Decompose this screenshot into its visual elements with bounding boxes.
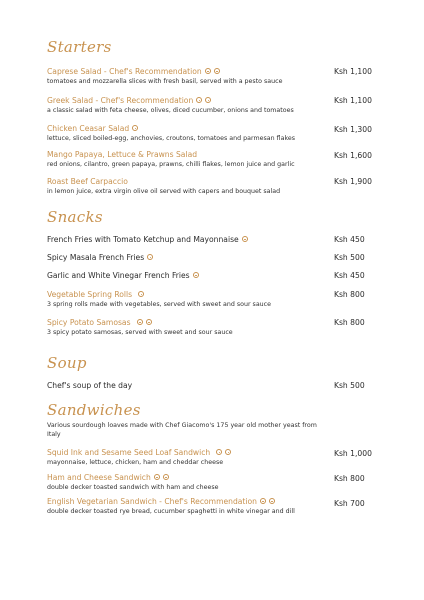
sandwiches-intro: Various sourdough loaves made with Chef Giacomo's 175 year old mother yeast from Italy [47, 422, 317, 438]
section-title-sandwiches: Sandwiches [47, 401, 141, 419]
item-price: Ksh 1,600 [334, 151, 372, 160]
item-price: Ksh 800 [334, 474, 365, 483]
recommend-icon [205, 97, 211, 103]
section-title-soup: Soup [47, 354, 87, 372]
veg-icon [193, 272, 199, 278]
item-name: Roast Beef Carpaccio [47, 177, 128, 186]
item-description: a classic salad with feta cheese, olives, diced cucumber, onions and tomatoes [47, 107, 294, 114]
item-name: Ham and Cheese Sandwich [47, 473, 151, 482]
item-price: Ksh 1,900 [334, 177, 372, 186]
recommend-icon [214, 68, 220, 74]
item-price: Ksh 450 [334, 271, 365, 280]
item-description: mayonnaise, lettuce, chicken, ham and cheddar cheese [47, 459, 224, 466]
item-name: Garlic and White Vinegar French Fries [47, 271, 190, 280]
item-name: Chicken Ceasar Salad [47, 124, 130, 133]
item-name: Greek Salad - Chef's Recommendation [47, 96, 194, 105]
section-title-snacks: Snacks [47, 208, 103, 226]
item-name: Spicy Masala French Fries [47, 253, 145, 262]
recommend-icon [163, 474, 169, 480]
item-description: 3 spring rolls made with vegetables, served with sweet and sour sauce [47, 301, 272, 308]
recommend-icon [269, 498, 275, 504]
item-description: 3 spicy potato samosas, served with sweet and sour sauce [47, 329, 233, 336]
item-name: French Fries with Tomato Ketchup and Mayonnaise [47, 235, 239, 244]
veg-icon [196, 97, 202, 103]
item-price: Ksh 450 [334, 235, 365, 244]
item-price: Ksh 1,100 [334, 67, 372, 76]
item-description: red onions, cilantro, green papaya, prawns, chilli flakes, lemon juice and garlic [47, 161, 295, 168]
item-description: lettuce, sliced boiled-egg, anchovies, croutons, tomatoes and parmesan flakes [47, 135, 296, 142]
item-name: Mango Papaya, Lettuce & Prawns Salad [47, 150, 198, 159]
item-price: Ksh 500 [334, 253, 365, 262]
veg-icon [138, 291, 144, 297]
item-description: double decker toasted rye bread, cucumber spaghetti in white vinegar and dill [47, 508, 295, 515]
item-price: Ksh 800 [334, 318, 365, 327]
item-price: Ksh 700 [334, 499, 365, 508]
recommend-icon [132, 125, 138, 131]
item-name: Caprese Salad - Chef's Recommendation [47, 67, 202, 76]
item-name: Vegetable Spring Rolls [47, 290, 133, 299]
item-price: Ksh 800 [334, 290, 365, 299]
section-title-starters: Starters [47, 38, 112, 56]
item-name: Spicy Potato Samosas [47, 318, 131, 327]
veg-icon [154, 474, 160, 480]
item-price: Ksh 1,000 [334, 449, 372, 458]
veg-icon [137, 319, 143, 325]
veg-icon [216, 449, 222, 455]
spicy-icon [146, 319, 152, 325]
item-price: Ksh 1,300 [334, 125, 372, 134]
item-name: Chef's soup of the day [47, 381, 133, 390]
veg-icon [242, 236, 248, 242]
item-name: Squid Ink and Sesame Seed Loaf Sandwich [47, 448, 211, 457]
item-description: in lemon juice, extra virgin olive oil served with capers and bouquet salad [47, 188, 281, 195]
item-price: Ksh 500 [334, 381, 365, 390]
veg-icon [260, 498, 266, 504]
item-description: double decker toasted sandwich with ham and cheese [47, 484, 219, 491]
item-name: English Vegetarian Sandwich - Chef's Recommendation [47, 497, 257, 506]
item-description: tomatoes and mozzarella slices with fresh basil, served with a pesto sauce [47, 78, 283, 85]
item-price: Ksh 1,100 [334, 96, 372, 105]
veg-icon [147, 254, 153, 260]
veg-icon [205, 68, 211, 74]
recommend-icon [225, 449, 231, 455]
